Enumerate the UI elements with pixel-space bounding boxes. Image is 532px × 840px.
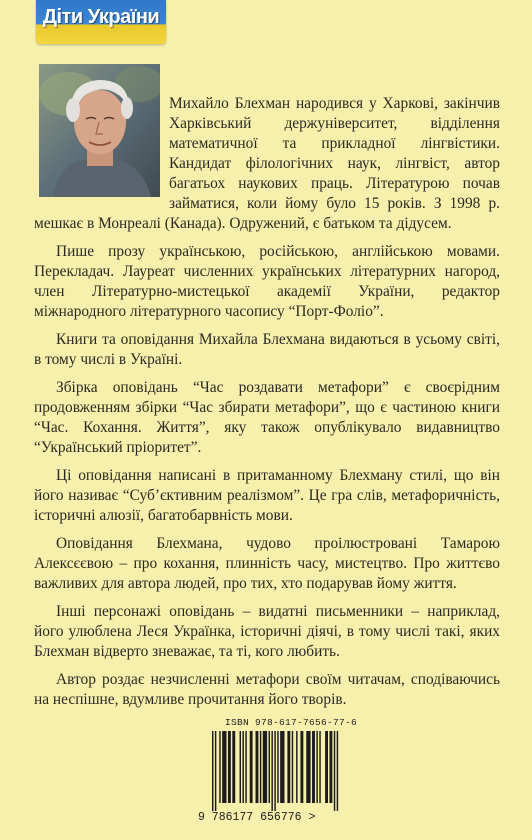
barcode-bar: [280, 731, 284, 803]
barcode-digits: [198, 811, 384, 824]
barcode-bar: [312, 731, 315, 803]
barcode-bar: [300, 731, 303, 803]
barcode-bar: [232, 731, 235, 803]
bio-paragraph: Книги та оповідання Михайла Блехмана видаються в усьому світі, в тому числі в Україні.: [34, 331, 500, 368]
barcode-bar: [240, 731, 241, 803]
barcode-bar: [296, 731, 297, 803]
barcode-bar: [256, 731, 259, 803]
barcode-bar: [287, 731, 290, 803]
bio-paragraph: Автор роздає незчисленні метафори своїм читачам, сподіваючись на неспішне, вдумливе прочитання його творів.: [34, 671, 500, 708]
barcode-bar: [242, 731, 243, 803]
barcode-bar: [274, 731, 275, 811]
barcode-bar: [228, 731, 231, 803]
isbn-label: ISBN 978-617-7656-77-6: [224, 717, 358, 728]
bio-paragraph: Оповідання Блехмана, чудово проілюстровані Тамарою Алексєєвою – про кохання, плинність часу, мистецтво. Про життєво важливих для автора людей, про тих, хто подарував йому життя.: [34, 535, 500, 592]
barcode-bar: [250, 731, 253, 803]
barcode-bar: [212, 731, 213, 811]
barcode-bar: [245, 731, 246, 803]
bio-paragraph: Інші персонажі оповідань – видатні письменники – наприклад, його улюблена Леся Українка, історичні діячі, в тому числі такі, яких Блехман відверто зневажає, та ті, кого любить.: [34, 603, 500, 660]
barcode-bar: [334, 731, 335, 811]
barcode-bar: [316, 731, 317, 803]
barcode-bar: [271, 731, 272, 811]
author-biography: [34, 94, 500, 718]
barcode-bar: [277, 731, 278, 803]
barcode-bar: [319, 731, 320, 803]
isbn-barcode: [198, 717, 384, 825]
barcode-bar: [306, 731, 310, 803]
bio-paragraph: Пише прозу українською, російською, англійською мовами. Перекладач. Лауреат численних українських літературних нагород, член Літературно-мистецької академії України, редактор міжнародного літературного часопису “Порт-Фоліо”.: [34, 243, 500, 320]
barcode-bar: [269, 731, 270, 803]
barcode-bar: [263, 731, 267, 803]
bio-paragraph: Збірка оповідань “Час роздавати метафори” є своєрідним продовженням збірки “Час збирати метафори”, що є частиною книги “Час. Кохання. Життя”, яку також опублікувало видавництво “Український пріоритет”.: [34, 379, 500, 456]
barcode-bars: [208, 731, 358, 811]
barcode-bar: [292, 731, 293, 803]
barcode-bar: [337, 731, 338, 811]
barcode-bar: [222, 731, 226, 803]
barcode-addon-mark: >: [308, 811, 316, 824]
barcode-bar: [215, 731, 216, 811]
bio-paragraph: Михайло Блехман народився у Харкові, закінчив Харківський держуніверситет, відділення математичної та прикладної лінгвістики. Кандидат філологічних наук, лінгвіст, автор багатьох наукових праць. Літературою почав займатися, коли йому було 15 років. З 1998 р. мешкає в Монреалі (Канада). Одружений, є батьком та дідусем.: [34, 95, 500, 232]
barcode-bar: [219, 731, 220, 803]
series-logo: [36, 0, 166, 44]
barcode-bar: [329, 731, 332, 803]
barcode-digits-text: 9 786177 656776: [198, 811, 302, 824]
series-logo-text: Діти України: [42, 6, 160, 28]
bio-paragraph: Ці оповідання написані в притаманному Блехману стилі, що він його називає “Суб’єктивним реалізмом”. Це гра слів, метафоричність, історичні алюзії, багатобарвність мови.: [34, 467, 500, 524]
barcode-bar: [260, 731, 261, 803]
barcode-bar: [325, 731, 328, 803]
